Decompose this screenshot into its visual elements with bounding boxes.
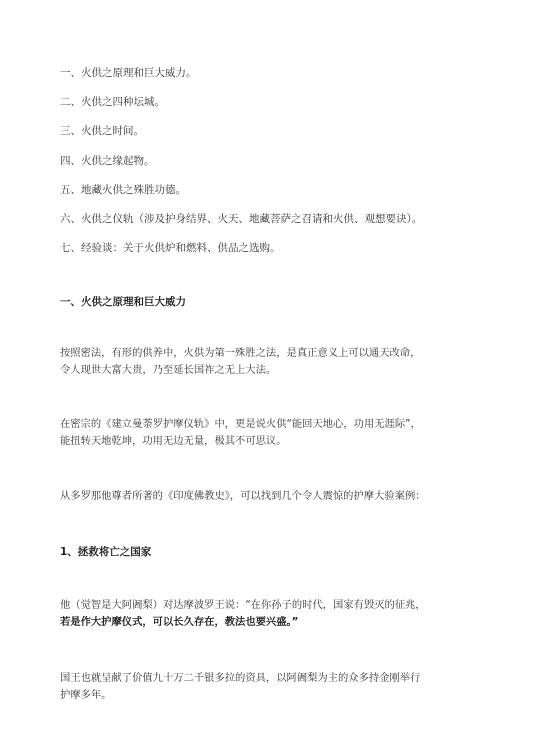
paragraph	[60, 416, 478, 450]
paragraph-line: 令人现世大富大贵，乃至延长国祚之无上大法。	[60, 364, 277, 376]
paragraph-line-bold: 若是作大护摩仪式，可以长久存在，教法也要兴盛。”	[60, 616, 299, 628]
toc-item-6: 六、火供之仪轨（涉及护身结界、火天、地藏菩萨之召请和火供、观想要诀）。	[60, 212, 423, 225]
paragraph-line: 他（觉智是大阿阇梨）对达摩波罗王说：“在你孙子的时代，国家有毁灭的征兆，	[60, 599, 426, 611]
paragraph-line: 在密宗的《建立曼荼罗护摩仪轨》中，更是说火供“能回天地心，功用无涯际”，	[60, 418, 421, 430]
toc-item-1: 一、火供之原理和巨大威力。	[60, 67, 197, 79]
paragraph-line: 能扭转天地乾坤，功用无边无量，极其不可思议。	[60, 435, 287, 447]
paragraph-line: 护摩多年。	[60, 689, 112, 701]
toc-item-4: 四、火供之缘起物。	[60, 154, 155, 167]
table-of-contents	[60, 66, 490, 270]
paragraph	[60, 670, 478, 704]
toc-item-7: 七、经验谈：关于火供炉和燃料、供品之选购。	[60, 242, 281, 255]
toc-item-5: 五、地藏火供之殊胜功德。	[60, 183, 186, 196]
paragraph-line: 国王也就呈献了价值九十万二千银多拉的资具，以阿阇梨为主的众多持金刚举行	[60, 672, 421, 684]
paragraph	[60, 345, 478, 379]
toc-item-3: 三、火供之时间。	[60, 125, 144, 138]
paragraph	[60, 488, 478, 505]
section-heading: 一、火供之原理和巨大威力	[60, 296, 186, 308]
paragraph	[60, 597, 478, 631]
subsection-heading: 1、拯救将亡之国家	[60, 546, 152, 558]
toc-item-2: 二、火供之四种坛城。	[60, 96, 165, 109]
paragraph-line: 按照密法，有形的供养中，火供为第一殊胜之法，是真正意义上可以通天改命，	[60, 347, 421, 359]
paragraph-line: 从多罗那他尊者所著的《印度佛教史》，可以找到几个令人震惊的护摩大验案例：	[60, 490, 426, 502]
